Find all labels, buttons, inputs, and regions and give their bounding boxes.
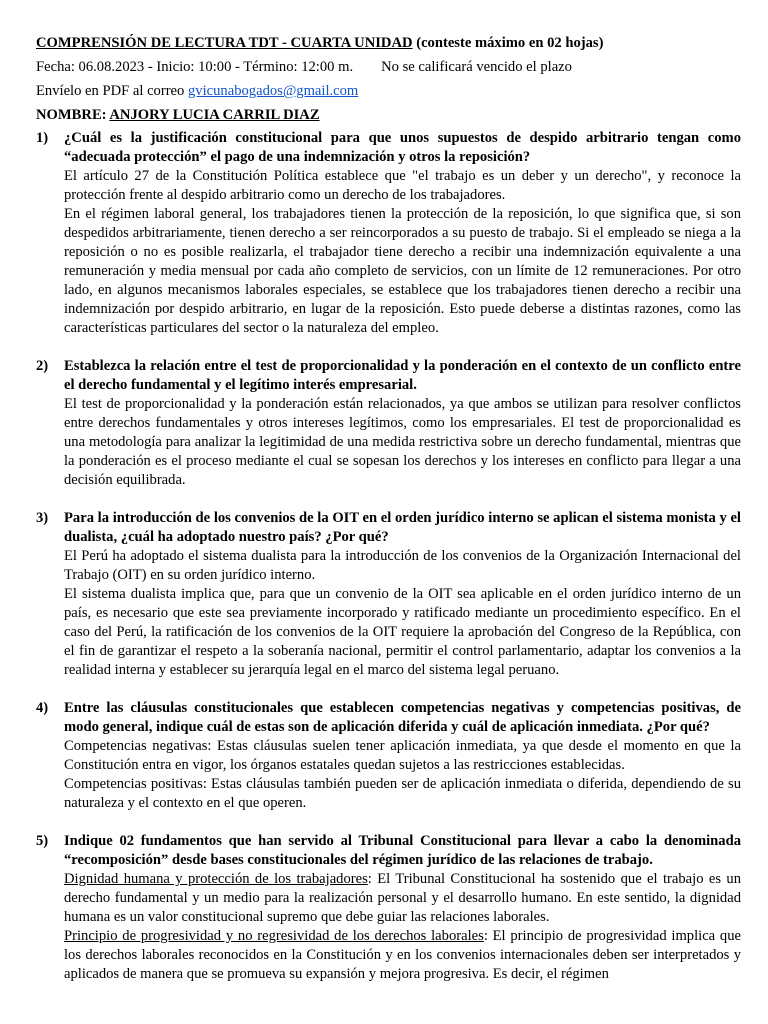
question-text: Establezca la relación entre el test de proporcionalidad y la ponderación en el contexto de un conflicto entre el derecho fundamental y el legítimo interés empresarial.	[64, 358, 741, 393]
answer-paragraph: Competencias positivas: Estas cláusulas también pueden ser de aplicación inmediata o diferida, dependiendo de su naturaleza y el contexto en el que operen.	[64, 776, 741, 811]
question-number: 5)	[36, 833, 49, 849]
student-name: ANJORY LUCIA CARRIL DIAZ	[109, 107, 320, 123]
title-note: (conteste máximo en 02 hojas)	[416, 35, 604, 51]
question-5	[36, 832, 741, 984]
foundation-text: : El principio de progresividad implica que los derechos laborales reconocidos en la Constitución y en los convenios internacionales deben ser interpretados y aplicados de manera que se promueva su expansión y mejora progresiva. Es decir, el régimen	[64, 928, 741, 982]
question-text: Entre las cláusulas constitucionales que establecen competencias negativas y competencias positivas, de modo general, indique cuál de estas son de aplicación diferida y cuál de aplicación inmediata. ¿Por qué?	[64, 700, 741, 735]
answer-paragraph: El test de proporcionalidad y la ponderación están relacionados, ya que ambos se utilizan para resolver conflictos entre derechos fundamentales y otros intereses legítimos, como los empresariales. El test de proporcionalidad es una metodología para analizar la legitimidad de una medida restrictiva sobre un derecho fundamental, mientras que la ponderación es el proceso mediante el cual se sopesan los derechos y los intereses en conflicto para llegar a una decisión equilibrada.	[64, 396, 741, 488]
question-4	[36, 699, 741, 813]
name-label: NOMBRE:	[36, 107, 107, 123]
question-2	[36, 357, 741, 490]
question-number: 2)	[36, 358, 49, 374]
answer-paragraph	[64, 927, 741, 984]
document-header-title	[36, 32, 741, 55]
answer-paragraph: En el régimen laboral general, los trabajadores tienen la protección de la reposición, lo que significa que, si son despedidos arbitrariamente, tienen derecho a ser reincorporados a su puesto de trabajo. Si el empleado se niega a la reposición o no es posible realizarla, el trabajador tiene derecho a recibir una indemnización equivalente a una remuneración y media mensual por cada año completo de servicios, con un límite de 12 remuneraciones. Por otro lado, en algunos mecanismos laborales especiales, se establece que los trabajadores tienen derecho a recibir una indemnización por despido arbitrario, en lugar de la reposición. Esto puede deberse a distintas razones, como las características particulares del sector o la naturaleza del empleo.	[64, 206, 741, 336]
answer-paragraph: El Perú ha adoptado el sistema dualista para la introducción de los convenios de la Organización Internacional del Trabajo (OIT) en su orden jurídico interno.	[64, 548, 741, 583]
answer-paragraph: El sistema dualista implica que, para que un convenio de la OIT sea aplicable en el orden jurídico interno de un país, es necesario que este sea previamente incorporado y ratificado mediante un procedimiento específico. En el caso del Perú, la ratificación de los convenios de la OIT requiere la aprobación del Congreso de la República, con el fin de garantizar el respeto a la soberanía nacional, permitir el control parlamentario, adaptar los convenios a la realidad interna y establecer su jerarquía legal en el marco del sistema legal peruano.	[64, 586, 741, 678]
document-page	[36, 32, 741, 984]
student-name-line	[36, 103, 741, 127]
foundation-label: Principio de progresividad y no regresividad de los derechos laborales	[64, 928, 484, 944]
foundation-text: : El Tribunal Constitucional ha sostenido que el trabajo es un derecho fundamental y un medio para la realización personal y el desarrollo humano. En este sentido, la dignidad humana es un valor constitucional supremo que debe guiar las relaciones laborales.	[64, 871, 741, 925]
question-text: Indique 02 fundamentos que han servido al Tribunal Constitucional para llevar a cabo la denominada “recomposición” desde bases constitucionales del régimen jurídico de las relaciones de trabajo.	[64, 833, 741, 868]
question-number: 4)	[36, 700, 49, 716]
foundation-label: Dignidad humana y protección de los trabajadores	[64, 871, 368, 887]
answer-paragraph: Competencias negativas: Estas cláusulas suelen tener aplicación inmediata, ya que desde el momento en que la Constitución entra en vigor, los órganos estatales quedan sujetos a las restricciones establecidas.	[64, 738, 741, 773]
question-text: Para la introducción de los convenios de la OIT en el orden jurídico interno se aplican el sistema monista y el dualista, ¿cuál ha adoptado nuestro país? ¿Por qué?	[64, 510, 741, 545]
late-note: No se calificará vencido el plazo	[381, 59, 572, 75]
send-instruction: Envíelo en PDF al correo	[36, 83, 185, 99]
question-number: 3)	[36, 510, 49, 526]
answer-paragraph	[64, 870, 741, 927]
email-link[interactable]: gvicunabogados@gmail.com	[188, 83, 359, 99]
document-title: COMPRENSIÓN DE LECTURA TDT - CUARTA UNIDAD	[36, 35, 413, 51]
answer-paragraph: El artículo 27 de la Constitución Política establece que "el trabajo es un deber y un derecho", y reconoce la protección frente al despido arbitrario como un derecho de los trabajadores.	[64, 168, 741, 203]
question-1	[36, 129, 741, 338]
send-line	[36, 79, 741, 103]
question-number: 1)	[36, 130, 49, 146]
exam-schedule: Fecha: 06.08.2023 - Inicio: 10:00 - Término: 12:00 m.	[36, 59, 354, 75]
question-text: ¿Cuál es la justificación constitucional para que unos supuestos de despido arbitrario tengan como “adecuada protección” el pago de una indemnización y otros la reposición?	[64, 130, 741, 165]
question-3	[36, 509, 741, 680]
date-line	[36, 55, 741, 79]
